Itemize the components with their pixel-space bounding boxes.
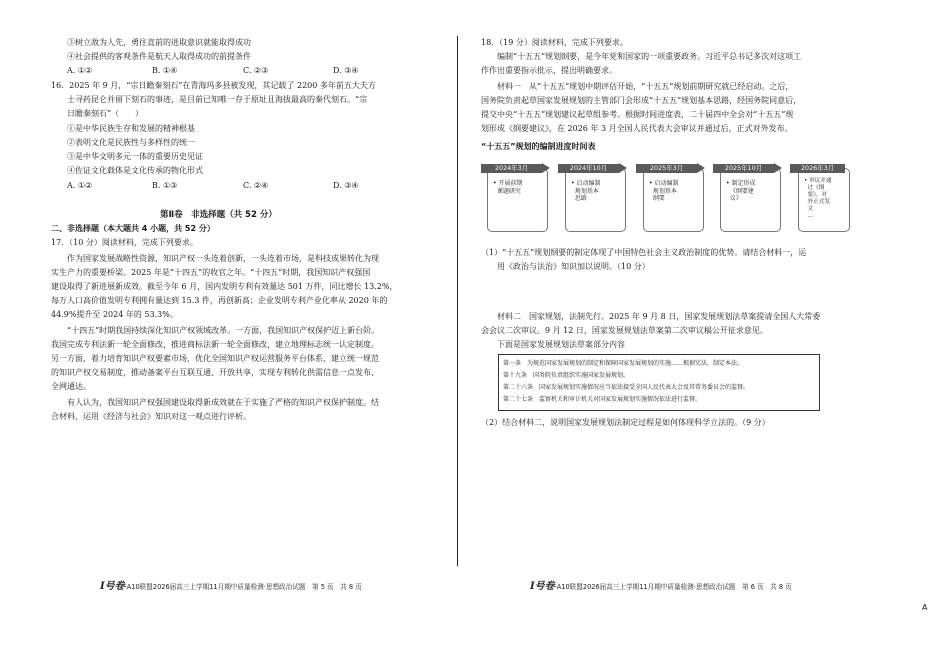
q15-option-4: ④社会提供的客观条件是航天人取得成功的前提条件 xyxy=(67,52,251,61)
brand-logo: I号卷 xyxy=(530,581,555,592)
arrow-right-icon xyxy=(774,163,782,173)
q16-option-4: ④佐证文化载体是文化传承的物化形式 xyxy=(67,166,203,175)
timeline-date: 2024年3月 xyxy=(481,164,542,173)
material-one-line: 提交中央“十五五”规划建议起草组参考。根据时间进度表，二十届四中全会对“十五五”规 xyxy=(481,110,794,119)
timeline-desc: • 开展前期 课题研究 xyxy=(493,180,523,195)
timeline-stage xyxy=(487,168,548,232)
q16-stem-line: 16．2025 年 9 月，“宗日瞻秦刻石”在青海玛多县被发现，其记载了 2200 多年前五大夫方 xyxy=(51,81,376,90)
material-one-line: 材料一 从“十五五”规划中期评估开始，“十五五”规划前期研究就已经启动。之后， xyxy=(481,82,794,91)
q16-option-1: ①是中华民族生存和发展的精神根基 xyxy=(67,124,195,133)
timeline-desc: • 审议并通 过《纲 要》，对 外正式发 文 ... xyxy=(804,178,832,219)
q16-choice-d: D. ③④ xyxy=(333,181,359,190)
law-article: 第十九条 国务院负责组织实施国家发展规划。 xyxy=(503,372,630,379)
arrow-right-icon xyxy=(619,163,627,173)
timeline-date: 2025年10月 xyxy=(713,164,774,173)
q18-part1-line: 用《政治与法治》知识加以说明。（10 分） xyxy=(497,262,650,271)
right-footer xyxy=(530,582,792,592)
q16-stem-line: 士寻药昆仑并留下刻石的事迹，是目前已知唯一存于原址且海拔最高的秦代刻石。“宗 xyxy=(67,95,368,104)
brand-logo: I号卷 xyxy=(100,581,125,592)
q17-line: 作为国家发展战略性资源，知识产权一头连着创新，一头连着市场，是科技成果转化为现 xyxy=(51,254,379,263)
q16-choice-c: C. ②④ xyxy=(243,181,269,190)
q15-choice-c: C. ②③ xyxy=(243,66,269,75)
footer-text: ·A10联盟2026届高三上学期11月期中质量检测·思想政治试题 第 6 页 共 8 页 xyxy=(554,583,792,591)
page-divider xyxy=(457,36,458,566)
left-footer xyxy=(100,582,362,592)
part2-title: 第Ⅱ卷 非选择题（共 52 分） xyxy=(160,210,277,220)
q15-choice-a: A. ①② xyxy=(67,66,93,75)
q15-choice-b: B. ①④ xyxy=(152,66,178,75)
q17-line: “十四五”时期我国持续深化知识产权领域改革。一方面，我国知识产权保护迈上新台阶。 xyxy=(51,326,380,335)
q15-option-3: ③树立敌为人先，勇往直前的进取意识就能取得成功 xyxy=(67,38,251,47)
law-article: 第二十七条 监察机关和审计机关对国家发展规划实施情况依法进行监督。 xyxy=(503,396,702,403)
timeline-date: 2024年10月 xyxy=(558,164,619,173)
q17-line: 的知识产权交易制度，推动备案平台互联互通、开放共享，实现专利转化供需信息一点发布、 xyxy=(51,368,379,377)
q18-intro-line: 编制“十五五”规划纲要，是今年党和国家的一项重要政务。习近平总书记多次对这项工 xyxy=(481,52,802,61)
q18-part1-line: （1）“十五五”规划纲要的制定体现了中国特色社会主义政治制度的优势。请结合材料一，运 xyxy=(481,248,807,257)
q16-choice-a: A. ①② xyxy=(67,181,93,190)
timeline-desc: • 启动编制 规划基本 纲要 xyxy=(649,180,679,202)
q18-part2: （2）结合材料二，说明国家发展规划法制定过程是如何体现科学立法的。（9 分） xyxy=(481,418,770,427)
q17-line: 实生产力的重要桥梁。2025 年是“十四五”的收官之年。“十四五”时期，我国知识产权强国 xyxy=(51,268,371,277)
material-two-line: 材料二 国家规划，法制先行。2025 年 9 月 8 日，国家发展规划法草案提请全国人大常委 xyxy=(481,312,821,321)
timeline-desc: • 启动编制 规划基本 思路 xyxy=(571,180,601,202)
q17-title: 17．（10 分）阅读材料，完成下列要求。 xyxy=(51,238,198,247)
timeline-date: 2026年3月 xyxy=(790,164,845,173)
arrow-right-icon xyxy=(697,163,705,173)
q17-line: 合材料，运用《经济与社会》知识对这一观点进行评析。 xyxy=(51,412,251,421)
footer-text: ·A10联盟2026届高三上学期11月期中质量检测·思想政治试题 第 5 页 共 8 页 xyxy=(124,583,362,591)
part2-heading: 二、非选择题（本大题共 4 小题，共 52 分） xyxy=(51,224,215,233)
q17-line: 我国完成专利法新一轮全面修改，推进商标法新一轮全面修改，建立地理标志统一认定制度。 xyxy=(51,340,379,349)
q16-choice-b: B. ①③ xyxy=(152,181,178,190)
q18-title: 18．（19 分）阅读材料，完成下列要求。 xyxy=(481,38,628,47)
q16-stem-line: 日瞻秦刻石”（ ） xyxy=(67,109,144,118)
q15-choice-d: D. ③④ xyxy=(333,66,359,75)
q16-option-2: ②表明文化是民族性与多样性的统一 xyxy=(67,138,195,147)
timeline-title: “十五五”规划的编制进度时间表 xyxy=(481,142,596,151)
law-intro: 下面是国家发展规划法草案部分内容 xyxy=(481,340,625,349)
q17-line: 另一方面，着力培育知识产权要素市场，优化全国知识产权运营服务平台体系，建立统一规范 xyxy=(51,354,379,363)
arrow-right-icon xyxy=(542,163,550,173)
material-one-line: 国务院负责起草国家发展规划的主管部门会形成“十五五”规划基本思路，经国务院同意后， xyxy=(481,96,802,105)
q17-line: 每万人口高价值发明专利拥有量达到 15.3 件，再创新高；企业发明专利产业化率从 2020 年的 xyxy=(51,296,388,305)
timeline-desc: • 制定形成 《纲要建 议》 xyxy=(726,180,756,202)
q16-option-3: ③是中华文明多元一体的重要历史见证 xyxy=(67,152,203,161)
law-article: 第一条 为规范国家发展规划的制定和保障国家发展规划的实施……根据宪法，制定本法。 xyxy=(503,360,744,367)
corner-mark: A xyxy=(922,603,928,612)
timeline-date: 2025年3月 xyxy=(636,164,697,173)
law-article: 第二十六条 国家发展规划实施情况应当依法接受全国人民代表大会及其常务委员会的监督。 xyxy=(503,384,750,391)
q18-intro-line: 作作出重要指示批示，提出明确要求。 xyxy=(481,66,617,75)
q17-line: 44.9%提升至 2024 年的 53.3%。 xyxy=(51,310,178,319)
q17-line: 建设取得了新进展新成效。截至今年 6 月，国内发明专利有效量达 501 万件，同比增长 13.2%， xyxy=(51,282,398,291)
left-page xyxy=(0,0,470,646)
q17-line: 有人认为，我国知识产权强国建设取得新成效就在于实施了严格的知识产权保护制度。结 xyxy=(51,398,379,407)
q17-line: 全网通达。 xyxy=(51,382,91,391)
material-one-line: 划形成《纲要建议》，在 2026 年 3 月全国人民代表大会审议并通过后，正式对外发布。 xyxy=(481,124,793,133)
material-two-line: 会会议二次审议。9 月 12 日，国家发展规划法草案第二次审议稿公开征求意见。 xyxy=(481,326,768,335)
